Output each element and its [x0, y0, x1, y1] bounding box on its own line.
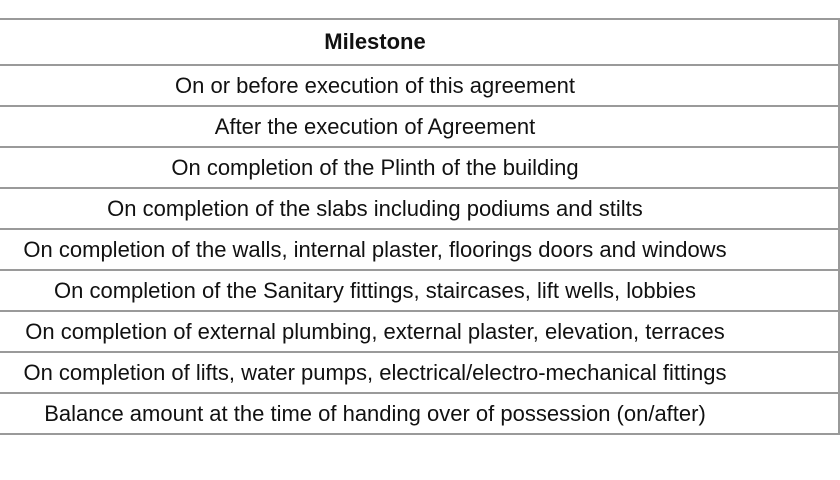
- milestone-cell: [0, 352, 839, 393]
- table-header-row: [0, 19, 839, 65]
- payment-schedule-table: [0, 18, 840, 435]
- table-row: [0, 270, 839, 311]
- milestone-header-text: Milestone: [324, 29, 426, 54]
- milestone-cell: [0, 393, 839, 434]
- milestone-cell: [0, 65, 839, 106]
- milestone-text: After the execution of Agreement: [214, 113, 536, 139]
- milestone-text: On completion of external plumbing, external plaster, elevation, terraces: [25, 318, 725, 344]
- milestone-column-header: [0, 19, 839, 65]
- milestone-cell: [0, 147, 839, 188]
- milestone-text: On completion of the Sanitary fittings, staircases, lift wells, lobbies: [54, 277, 696, 303]
- milestone-cell: [0, 311, 839, 352]
- milestone-text: On completion of the Plinth of the building: [171, 154, 579, 180]
- table-row: [0, 188, 839, 229]
- milestone-text: On completion of lifts, water pumps, electrical/electro-mechanical fittings: [23, 359, 727, 385]
- table-row: [0, 352, 839, 393]
- table-row: [0, 229, 839, 270]
- table-row: [0, 311, 839, 352]
- milestone-text: On completion of the slabs including podiums and stilts: [107, 195, 643, 221]
- milestone-cell: [0, 270, 839, 311]
- payment-schedule-table-wrapper: [0, 18, 840, 435]
- milestone-cell: [0, 188, 839, 229]
- table-row: [0, 147, 839, 188]
- milestone-text: On completion of the walls, internal plaster, floorings doors and windows: [23, 236, 727, 262]
- milestone-cell: [0, 106, 839, 147]
- milestone-text: Balance amount at the time of handing over of possession (on/after): [44, 400, 706, 426]
- table-row: [0, 106, 839, 147]
- milestone-cell: [0, 229, 839, 270]
- table-row: [0, 393, 839, 434]
- milestone-text: On or before execution of this agreement: [175, 72, 575, 98]
- table-row: [0, 65, 839, 106]
